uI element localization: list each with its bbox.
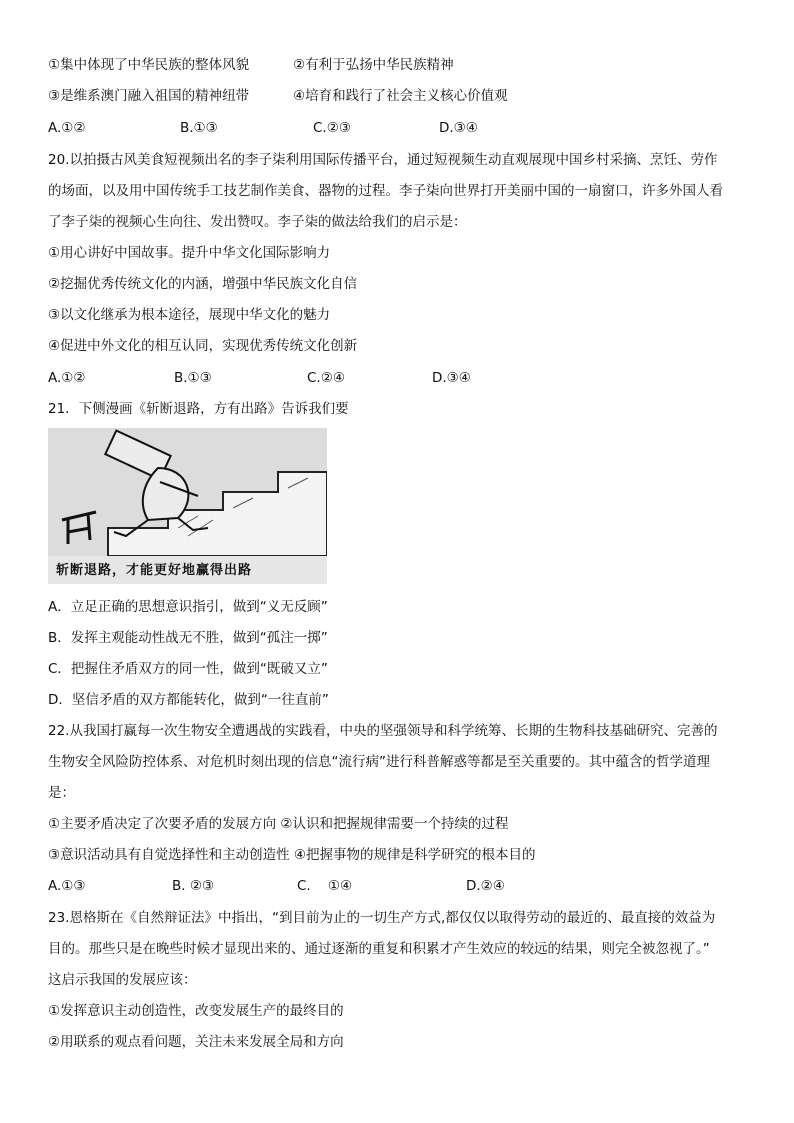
q20-stem-line-1: 20.以拍摄古风美食短视频出名的李子柒利用国际传播平台，通过短视频生动直观展现中国乡村采摘、烹饪、劳作: [48, 152, 718, 168]
q21-option-b[interactable]: B．发挥主观能动性战无不胜，做到“孤注一掷”: [48, 630, 328, 646]
q21-stem: 21．下侧漫画《斩断退路，方有出路》告诉我们要: [48, 401, 349, 417]
q22-stem-line-1: 22.从我国打赢每一次生物安全遭遇战的实践看，中央的坚强领导和科学统筹、长期的生物科技基础研究、完善的: [48, 723, 718, 739]
option-c[interactable]: C. ①④: [297, 878, 353, 894]
q22-stem-line-3: 是：: [48, 785, 75, 801]
option-d[interactable]: D.③④: [432, 370, 471, 386]
cartoon-image: [48, 428, 327, 584]
q23-stem-line-1: 23.恩格斯在《自然辩证法》中指出，“到目前为止的一切生产方式,都仅仅以取得劳动的最近的、最直接的效益为: [48, 910, 716, 926]
q20-statement-3: ③以文化继承为根本途径，展现中华文化的魅力: [48, 307, 331, 323]
cartoon-caption: 斩断退路，才能更好地赢得出路: [56, 563, 253, 578]
option-b[interactable]: B.①③: [180, 120, 218, 136]
q20-statement-2: ②挖掘优秀传统文化的内涵，增强中华民族文化自信: [48, 276, 358, 292]
q21-option-c[interactable]: C．把握住矛盾双方的同一性，做到“既破又立”: [48, 661, 328, 677]
option-a[interactable]: A.①②: [48, 120, 86, 136]
q22-statements-3-4: ③意识活动具有自觉选择性和主动创造性 ④把握事物的规律是科学研究的根本目的: [48, 847, 536, 863]
option-c[interactable]: C.②④: [307, 370, 345, 386]
option-b[interactable]: B. ②③: [172, 878, 215, 894]
option-b[interactable]: B.①③: [174, 370, 212, 386]
q20-statement-4: ④促进中外文化的相互认同，实现优秀传统文化创新: [48, 338, 358, 354]
q20-stem-line-3: 了李子柒的视频心生向往、发出赞叹。李子柒的做法给我们的启示是：: [48, 214, 467, 230]
q20-answer-options: [48, 369, 471, 387]
q21-option-a[interactable]: A．立足正确的思想意识指引，做到“义无反顾”: [48, 599, 328, 615]
q23-statement-2: ②用联系的观点看问题，关注未来发展全局和方向: [48, 1034, 344, 1050]
option-d[interactable]: D.③④: [439, 120, 478, 136]
statement-2: ②有利于弘扬中华民族精神: [293, 57, 454, 73]
q21-option-d[interactable]: D．坚信矛盾的双方都能转化，做到“一往直前”: [48, 692, 329, 708]
statement-4: ④培育和践行了社会主义核心价值观: [293, 88, 508, 104]
statement-3: ③是维系澳门融入祖国的精神纽带: [48, 88, 250, 104]
answer-options: [48, 119, 478, 137]
q20-stem-line-2: 的场面，以及用中国传统手工技艺制作美食、器物的过程。李子柒向世界打开美丽中国的一扇窗口，许多外国人看: [48, 183, 723, 199]
option-d[interactable]: D.②④: [466, 878, 505, 894]
q23-stem-line-2: 目的。那些只是在晚些时候才显现出来的、通过逐渐的重复和积累才产生效应的较远的结果，则完全被忽视了。”: [48, 941, 710, 957]
statement-1: ①集中体现了中华民族的整体风貌: [48, 57, 250, 73]
option-c[interactable]: C.②③: [313, 120, 351, 136]
q22-stem-line-2: 生物安全风险防控体系、对危机时刻出现的信息“流行病”进行科普解惑等都是至关重要的。其中蕴含的哲学道理: [48, 754, 710, 770]
q23-statement-1: ①发挥意识主动创造性，改变发展生产的最终目的: [48, 1003, 344, 1019]
q22-answer-options: [48, 877, 505, 895]
q20-statement-1: ①用心讲好中国故事。提升中华文化国际影响力: [48, 245, 331, 261]
q22-statements-1-2: ①主要矛盾决定了次要矛盾的发展方向 ②认识和把握规律需要一个持续的过程: [48, 816, 509, 832]
q23-stem-line-3: 这启示我国的发展应该：: [48, 972, 197, 988]
option-a[interactable]: A.①③: [48, 878, 86, 894]
option-a[interactable]: A.①②: [48, 370, 86, 386]
